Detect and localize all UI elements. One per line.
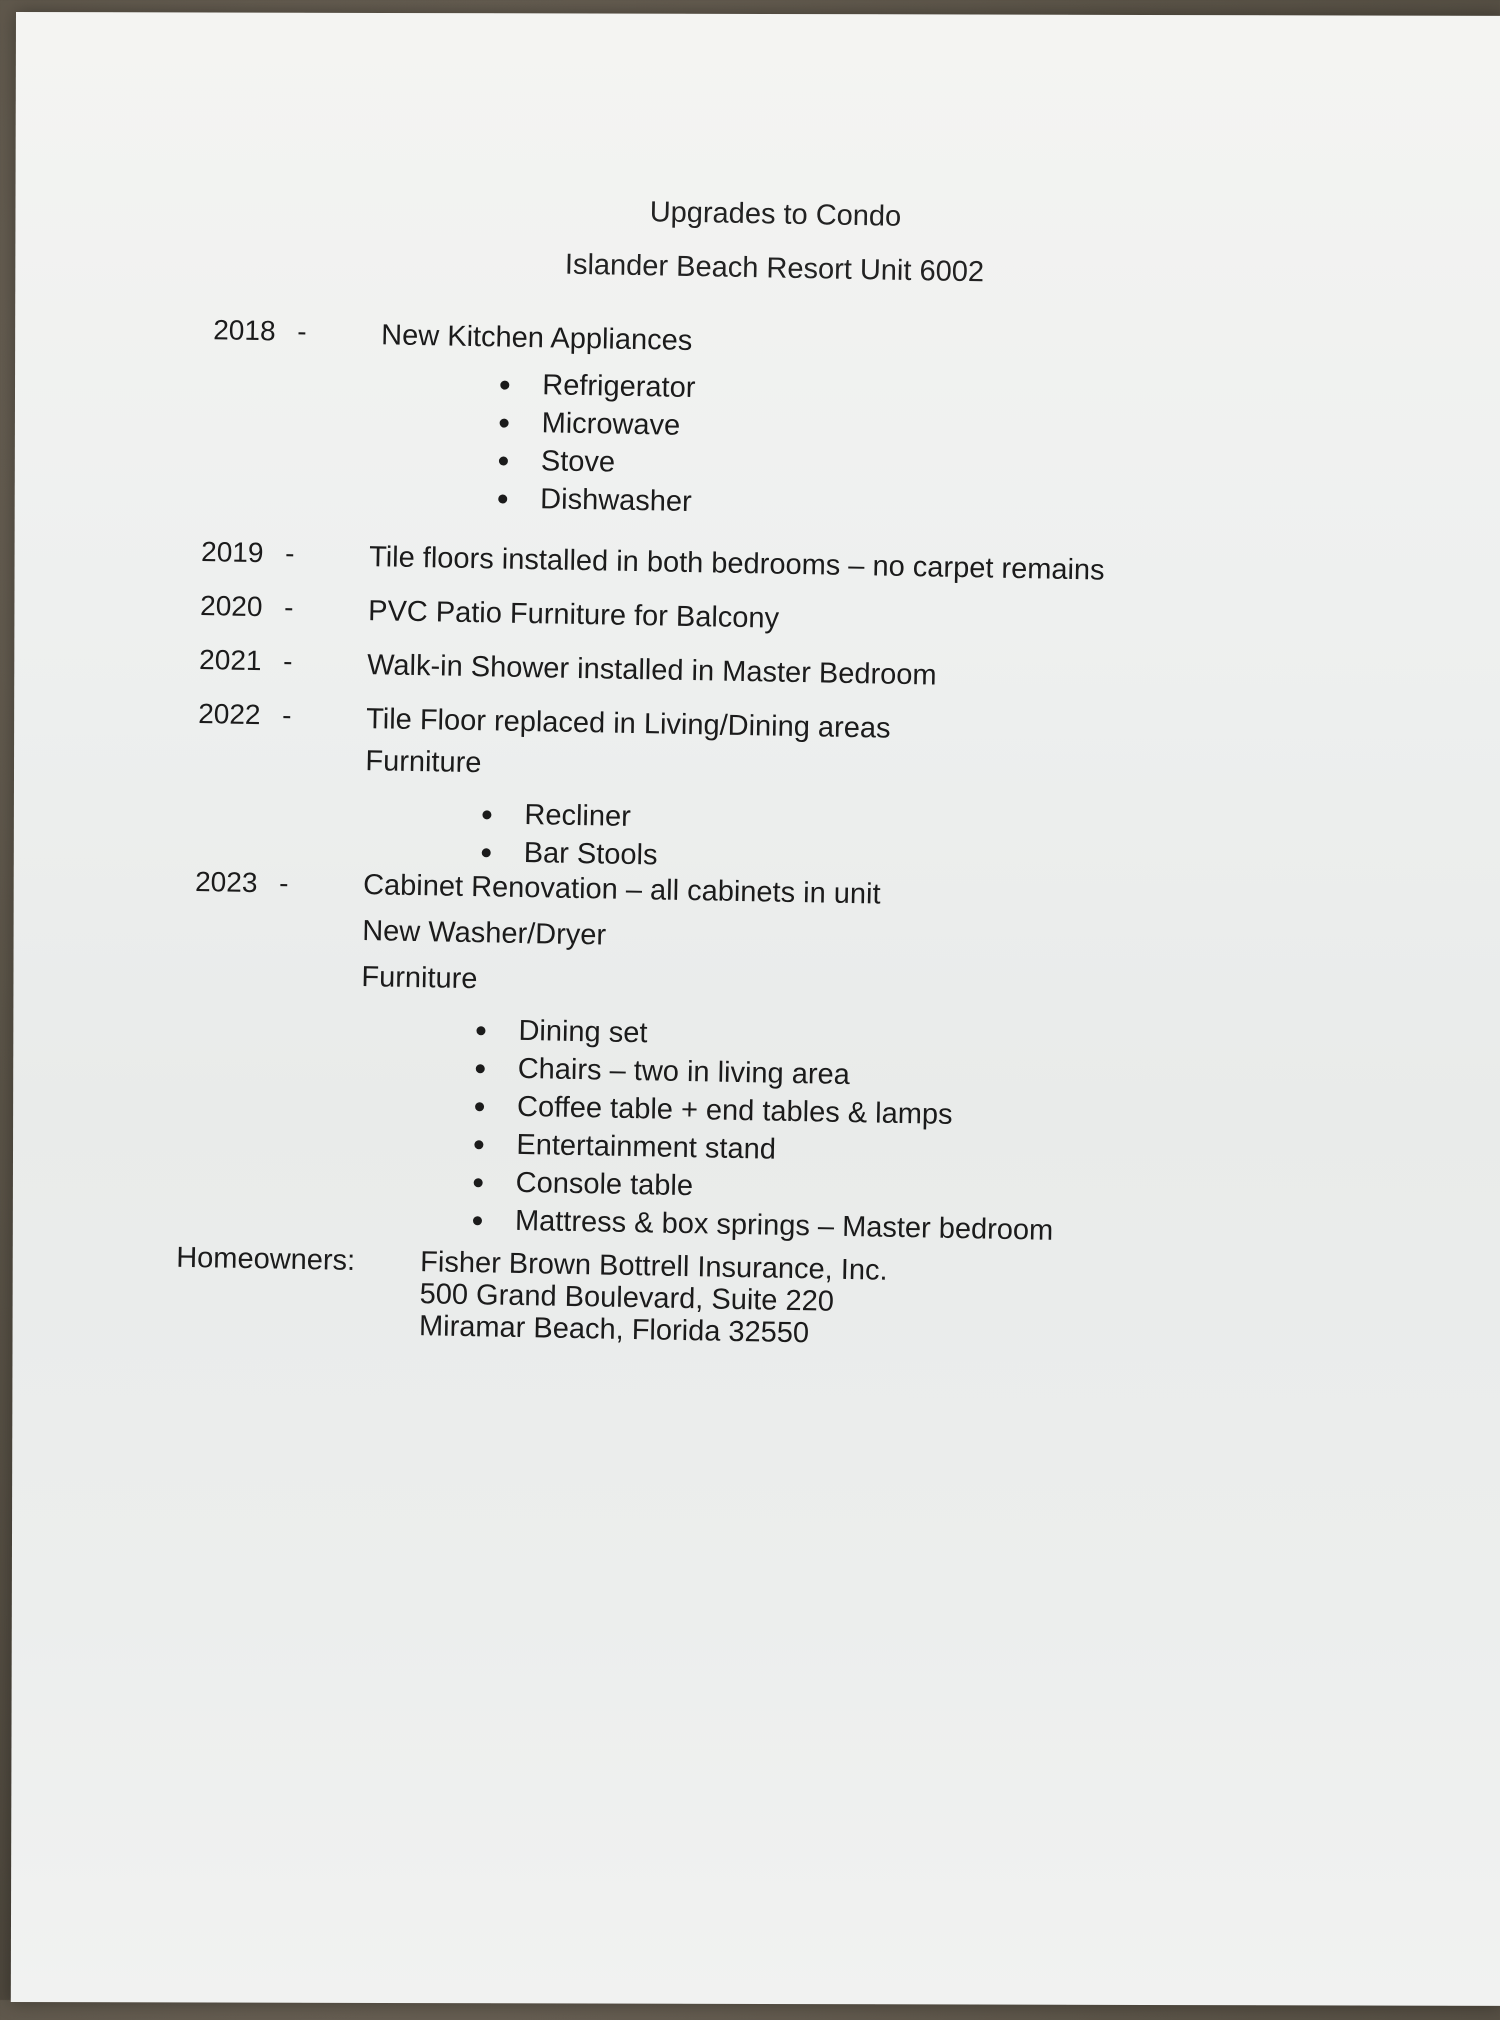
list-item-text: Console table (515, 1166, 694, 1203)
bullet-dot (500, 418, 509, 427)
entry-dash: - (284, 537, 295, 569)
insurer-address (419, 1246, 888, 1351)
entry-line: Furniture (365, 745, 482, 780)
document-subtitle: Islander Beach Resort Unit 6002 (564, 248, 985, 289)
homeowners-label: Homeowners: (175, 1241, 356, 1277)
entry-dash: - (282, 645, 293, 677)
bullet-dot (475, 1102, 484, 1111)
bullet-dot (482, 810, 491, 819)
entry-dash: - (283, 591, 294, 623)
bullet-dot (499, 456, 508, 465)
list-item (500, 365, 696, 407)
document-title: Upgrades to Condo (649, 196, 902, 233)
entry-year: 2022 (197, 698, 261, 731)
entry-line: Cabinet Renovation – all cabinets in unit (362, 869, 881, 911)
list-item (482, 795, 658, 836)
bullet-dot (498, 494, 507, 503)
list-item-text: Refrigerator (542, 369, 696, 405)
entry-line: Tile floors installed in both bedrooms – no carpet remains (368, 541, 1105, 587)
address-line: 500 Grand Boulevard, Suite 220 (419, 1278, 835, 1318)
bullet-dot (474, 1140, 483, 1149)
list-item-text: Mattress & box springs – Master bedroom (514, 1204, 1054, 1247)
entry-dash: - (281, 699, 292, 731)
entry-year: 2023 (194, 865, 258, 899)
entry-line: Tile Floor replaced in Living/Dining areas (365, 703, 891, 745)
entry-line: PVC Patio Furniture for Balcony (367, 595, 780, 635)
bullet-dot (476, 1064, 485, 1073)
address-line: Fisher Brown Bottrell Insurance, Inc. (419, 1246, 888, 1287)
bullet-list (481, 795, 658, 874)
list-item-text: Bar Stools (523, 836, 658, 872)
entry-year: 2020 (199, 590, 263, 623)
list-item-text: Recliner (524, 799, 632, 833)
bullet-dot (482, 848, 491, 857)
paper-sheet (11, 12, 1500, 2006)
list-item-text: Entertainment stand (516, 1128, 777, 1166)
list-item-text: Dishwasher (539, 483, 692, 519)
list-item-text: Microwave (541, 407, 681, 442)
entry-dash: - (296, 315, 307, 347)
entry-line: Walk-in Shower installed in Master Bedroom (366, 649, 937, 692)
bullet-list (473, 1011, 1057, 1250)
bullet-dot (500, 380, 509, 389)
entry-line: New Kitchen Appliances (380, 319, 693, 357)
entry-year: 2021 (198, 644, 262, 677)
entry-year: 2019 (200, 536, 264, 569)
entry-year: 2018 (212, 314, 276, 347)
list-item-text: Dining set (518, 1014, 648, 1050)
entry-dash: - (278, 867, 289, 899)
bullet-dot (473, 1216, 482, 1225)
bullet-dot (476, 1026, 485, 1035)
document-content (0, 3, 1500, 2020)
list-item-text: Stove (540, 445, 616, 479)
list-item-text: Coffee table + end tables & lamps (516, 1090, 953, 1131)
entry-line: New Washer/Dryer (361, 915, 607, 952)
entry-line: Furniture (361, 961, 478, 996)
list-item (498, 479, 694, 521)
list-item (481, 833, 657, 874)
bullet-list (498, 365, 696, 521)
address-line: Miramar Beach, Florida 32550 (418, 1310, 810, 1350)
list-item (499, 403, 695, 445)
list-item-text: Chairs – two in living area (517, 1052, 851, 1092)
bullet-dot (474, 1178, 483, 1187)
list-item (499, 441, 695, 483)
